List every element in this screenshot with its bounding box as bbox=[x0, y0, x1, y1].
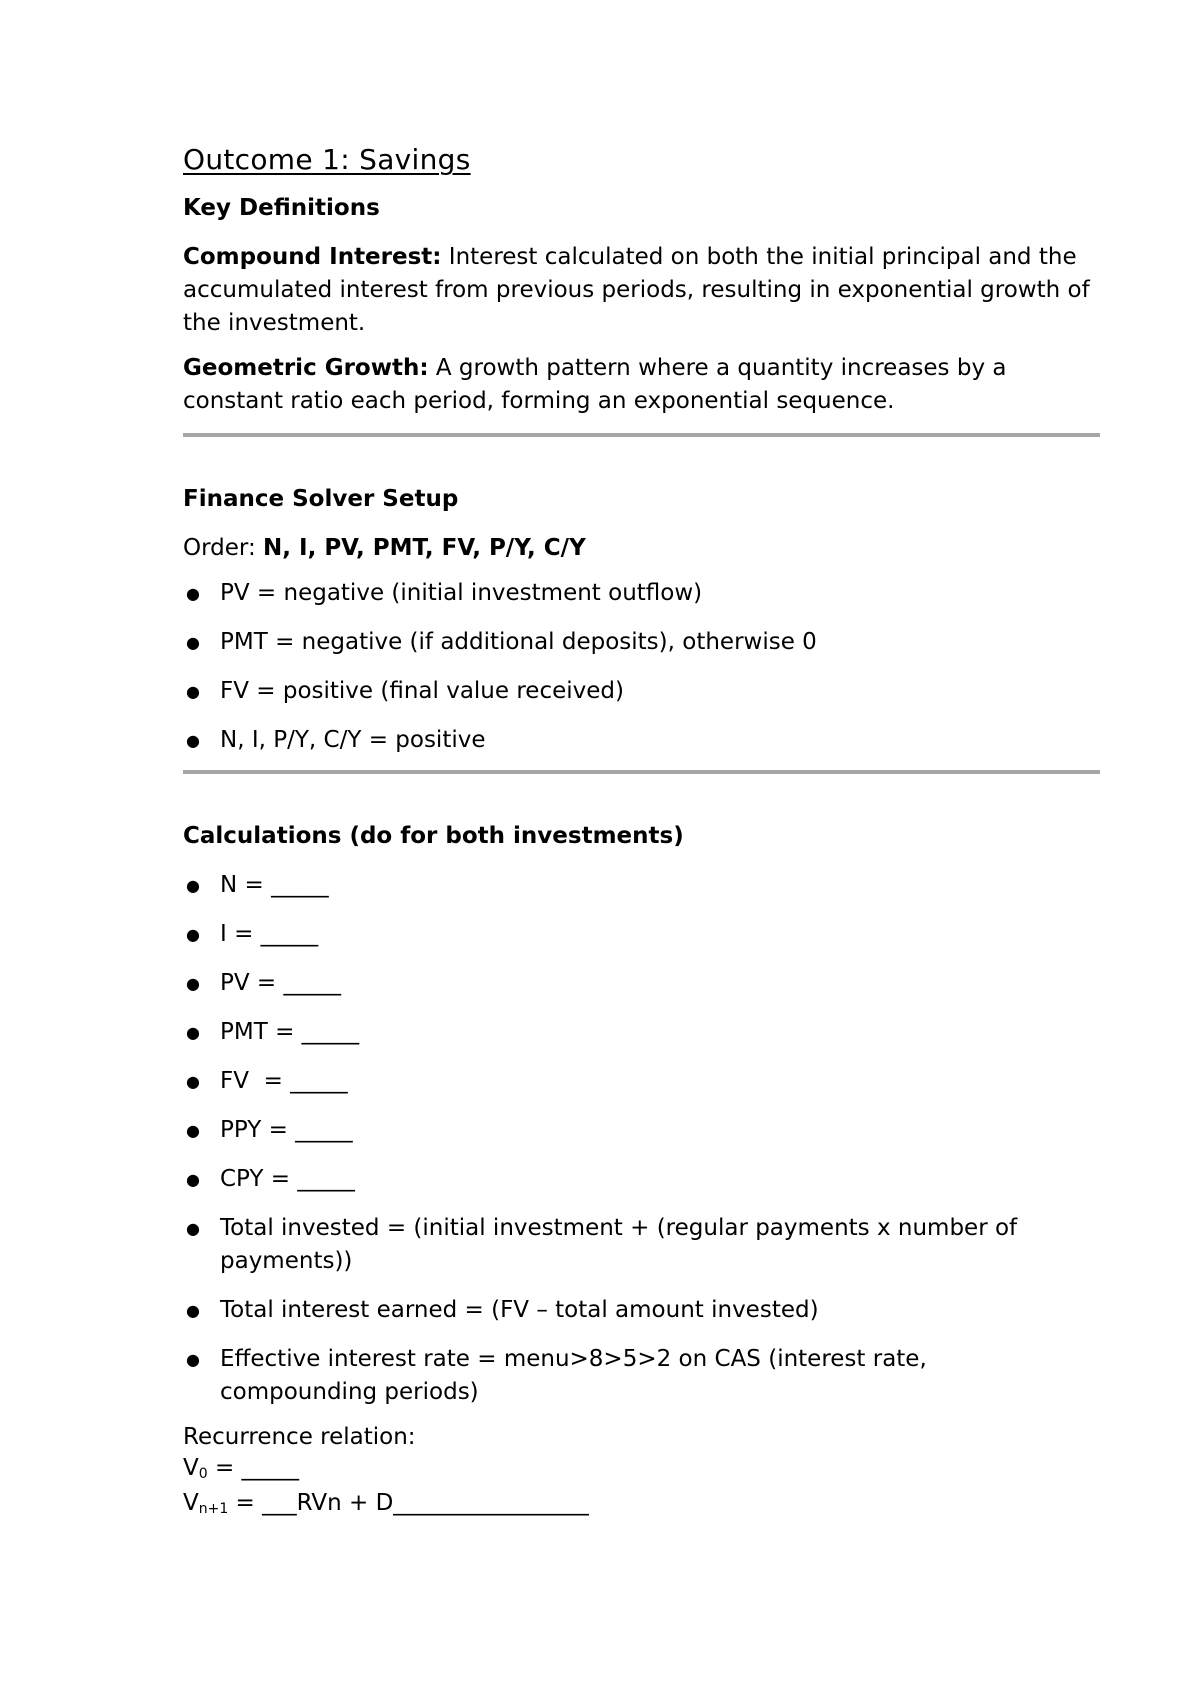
list-item: ● CPY = _____ bbox=[183, 1163, 1040, 1196]
list-item: ● N = _____ bbox=[183, 869, 1040, 902]
finance-solver-list bbox=[183, 577, 1103, 757]
list-item: ● N, I, P/Y, C/Y = positive bbox=[183, 724, 1040, 757]
recurrence-initial: $V_0$ = _____ bbox=[183, 1455, 300, 1482]
list-item: ● PMT = _____ bbox=[183, 1016, 1040, 1049]
definition-text: A growth pattern where a quantity increases by a constant ratio each period, forming an exponential sequence. bbox=[183, 355, 1007, 414]
bullet-icon: ● bbox=[186, 974, 200, 993]
finance-solver-order bbox=[183, 532, 1103, 565]
bullet-icon: ● bbox=[186, 1072, 200, 1091]
bullet-icon: ● bbox=[186, 1219, 200, 1238]
bullet-icon: ● bbox=[186, 731, 200, 750]
definition-term: Compound Interest: bbox=[183, 244, 442, 270]
key-definitions-heading: Key Definitions bbox=[183, 195, 380, 221]
section-divider bbox=[183, 770, 1100, 774]
list-item: ● PV = _____ bbox=[183, 967, 1040, 1000]
definition-compound-interest bbox=[183, 241, 1103, 340]
list-item: ● PPY = _____ bbox=[183, 1114, 1040, 1147]
bullet-icon: ● bbox=[186, 1121, 200, 1140]
list-item: ● PMT = negative (if additional deposits), otherwise 0 bbox=[183, 626, 1040, 659]
finance-solver-heading: Finance Solver Setup bbox=[183, 486, 459, 512]
bullet-icon: ● bbox=[186, 584, 200, 603]
bullet-icon: ● bbox=[186, 876, 200, 895]
list-item: ● Total interest earned = (FV – total amount invested) bbox=[183, 1294, 1040, 1327]
list-item: ● PV = negative (initial investment outflow) bbox=[183, 577, 1040, 610]
order-label: Order: bbox=[183, 535, 256, 561]
list-item: ● Effective interest rate = menu>8>5>2 on CAS (interest rate, compounding periods) bbox=[183, 1343, 1040, 1409]
list-item: ● FV = _____ bbox=[183, 1065, 1040, 1098]
list-item: ● Total invested = (initial investment + (regular payments x number of payments)) bbox=[183, 1212, 1040, 1278]
bullet-icon: ● bbox=[186, 925, 200, 944]
bullet-icon: ● bbox=[186, 1350, 200, 1369]
bullet-icon: ● bbox=[186, 1170, 200, 1189]
recurrence-label: Recurrence relation: bbox=[183, 1424, 416, 1450]
bullet-icon: ● bbox=[186, 1301, 200, 1320]
order-value: N, I, PV, PMT, FV, P/Y, C/Y bbox=[263, 535, 586, 561]
recurrence-relation bbox=[183, 1421, 1103, 1524]
page-title: Outcome 1: Savings bbox=[183, 143, 471, 176]
definition-geometric-growth bbox=[183, 352, 1103, 418]
section-divider bbox=[183, 433, 1100, 437]
recurrence-rule: $V_{n+1}$ = ___RVn + D_________________ bbox=[183, 1490, 589, 1517]
calculations-heading: Calculations (do for both investments) bbox=[183, 823, 684, 849]
calculations-list bbox=[183, 869, 1103, 1409]
bullet-icon: ● bbox=[186, 633, 200, 652]
list-item: ● FV = positive (final value received) bbox=[183, 675, 1040, 708]
bullet-icon: ● bbox=[186, 682, 200, 701]
document-page bbox=[183, 140, 1103, 1524]
definition-term: Geometric Growth: bbox=[183, 355, 429, 381]
bullet-icon: ● bbox=[186, 1023, 200, 1042]
list-item: ● I = _____ bbox=[183, 918, 1040, 951]
definition-text: Interest calculated on both the initial principal and the accumulated interest from previous periods, resulting in exponential growth of the investment. bbox=[183, 244, 1090, 336]
